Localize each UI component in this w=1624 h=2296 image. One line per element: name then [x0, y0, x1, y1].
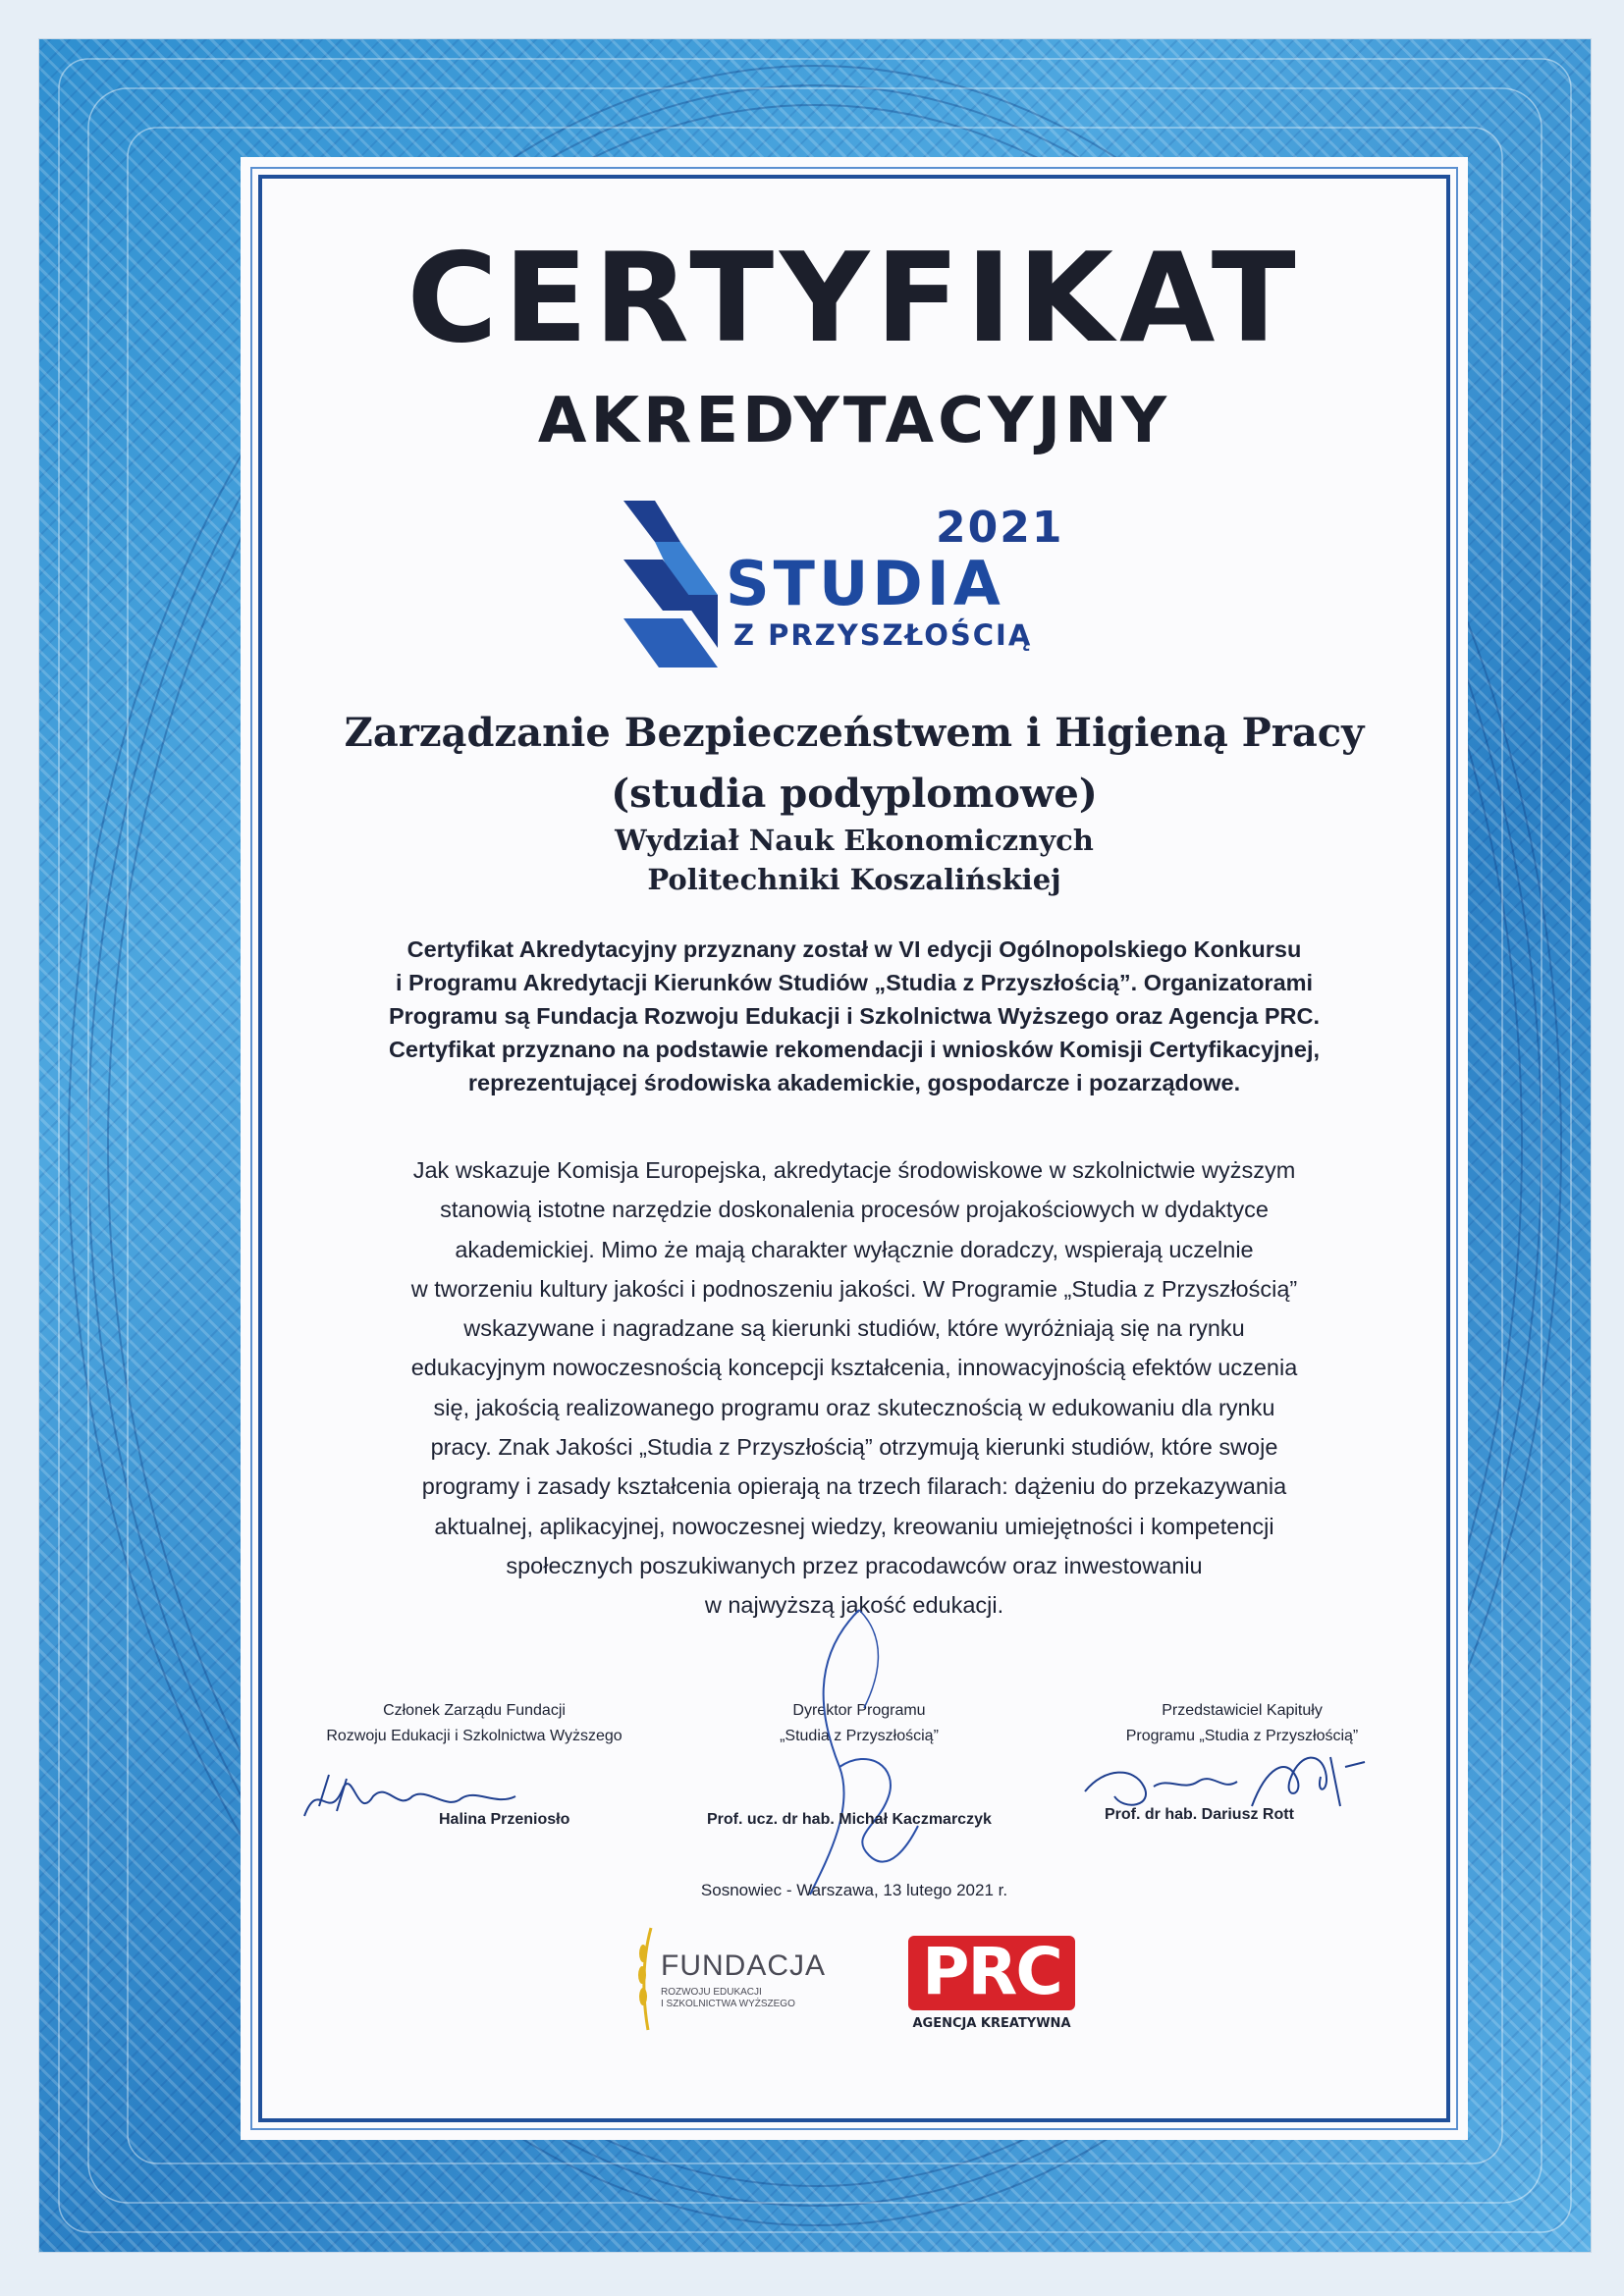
paragraph-line: w najwyższą jakość edukacji.	[704, 1592, 1004, 1619]
signatory-3-title	[1056, 1698, 1429, 1749]
certificate-subtitle: AKREDYTACYJNY	[537, 385, 1171, 457]
paragraph-line: i Programu Akredytacji Kierunków Studiów „Studia z Przyszłością”. Organizatorami	[395, 970, 1314, 995]
paragraph-line: programy i zasady kształcenia opierają na trzech filarach: dążeniu do przekazywania	[421, 1473, 1287, 1500]
description-paragraph	[290, 1150, 1419, 1626]
fundacja-logo	[633, 1924, 830, 2032]
certificate-paper	[241, 157, 1468, 2140]
paragraph-line: reprezentującej środowiska akademickie, gospodarcze i pozarządowe.	[467, 1070, 1241, 1095]
signatory-2-name: Prof. ucz. dr hab. Michał Kaczmarczyk	[707, 1811, 992, 1828]
signatory-title-line: Członek Zarządu Fundacji	[383, 1702, 566, 1719]
logo-subname: Z PRZYSZŁOŚCIĄ	[733, 618, 1033, 652]
place-and-date: Sosnowiec - Warszawa, 13 lutego 2021 r.	[700, 1881, 1008, 1899]
paragraph-line: Certyfikat przyznano na podstawie rekomendacji i wniosków Komisji Certyfikacyjnej,	[388, 1037, 1321, 1062]
paragraph-line: akademickiej. Mimo że mają charakter wyłącznie doradczy, wspierają uczelnie	[455, 1236, 1254, 1262]
fundacja-sub-line: I SZKOLNICTWA WYŻSZEGO	[661, 1999, 795, 2009]
paragraph-line: w tworzeniu kultury jakości i podnoszeniu jakości. W Programie „Studia z Przyszłością”	[410, 1275, 1298, 1302]
paragraph-line: wskazywane i nagradzane są kierunki studiów, które wyróżniają się na rynku	[463, 1315, 1245, 1342]
signatory-title-line: Programu „Studia z Przyszłością”	[1125, 1728, 1359, 1744]
studia-z-przyszloscia-logo	[623, 501, 1095, 667]
fundacja-subtitle	[661, 1987, 795, 2010]
faculty-line-1: Wydział Nauk Ekonomicznych	[615, 824, 1094, 857]
faculty-name	[241, 821, 1468, 899]
fundacja-name: FUNDACJA	[661, 1949, 827, 1982]
signatory-title-line: Dyrektor Programu	[792, 1702, 926, 1719]
signatory-3-name: Prof. dr hab. Dariusz Rott	[1105, 1806, 1294, 1823]
signatory-title-line: Rozwoju Edukacji i Szkolnictwa Wyższego	[326, 1728, 623, 1744]
signatory-title-line: Przedstawiciel Kapituły	[1162, 1702, 1323, 1719]
signature-2-scribble	[751, 1600, 967, 1924]
paragraph-line: Certyfikat Akredytacyjny przyznany został w VI edycji Ogólnopolskiego Konkursu	[406, 936, 1302, 962]
signatory-1-title	[288, 1698, 661, 1749]
paragraph-line: stanowią istotne narzędzie doskonalenia procesów projakościowych w dydaktyce	[440, 1197, 1269, 1223]
course-line-1: Zarządzanie Bezpieczeństwem i Higieną Pracy	[344, 710, 1365, 756]
paragraph-line: edukacyjnym nowoczesnością koncepcji kształcenia, innowacyjnością efektów uczenia	[410, 1355, 1298, 1381]
paragraph-line: społecznych poszukiwanych przez pracodawców oraz inwestowaniu	[506, 1552, 1203, 1578]
logo-year: 2021	[936, 503, 1064, 553]
decorative-guilloche-border	[39, 39, 1591, 2252]
paragraph-line: Programu są Fundacja Rozwoju Edukacji i Szkolnictwa Wyższego oraz Agencja PRC.	[388, 1003, 1321, 1029]
certificate-title: CERTYFIKAT	[406, 226, 1302, 370]
logo-name: STUDIA	[726, 548, 1004, 619]
faculty-line-2: Politechniki Koszalińskiej	[647, 863, 1061, 896]
paragraph-line: Jak wskazuje Komisja Europejska, akredytacje środowiskowe w szkolnictwie wyższym	[412, 1157, 1296, 1183]
paragraph-line: się, jakością realizowanego programu oraz skutecznością w edukowaniu dla rynku	[433, 1394, 1275, 1420]
signatory-title-line: „Studia z Przyszłością”	[780, 1728, 939, 1744]
prc-name: PRC	[922, 1934, 1061, 2009]
course-name	[241, 703, 1468, 825]
accreditation-paragraph	[290, 933, 1419, 1099]
fundacja-sub-line: ROZWOJU EDUKACJI	[661, 1987, 762, 1998]
wheat-ear-icon	[633, 1924, 663, 2032]
course-line-2: (studia podyplomowe)	[611, 771, 1098, 817]
prc-subtitle: AGENCJA KREATYWNA	[912, 2016, 1071, 2031]
signatory-1-name: Halina Przeniosło	[439, 1811, 570, 1828]
prc-logo	[908, 1936, 1075, 2040]
paragraph-line: aktualnej, aplikacyjnej, nowoczesnej wiedzy, kreowaniu umiejętności i kompetencji	[434, 1513, 1274, 1539]
studia-z-przyszloscia-mark-icon	[623, 501, 722, 667]
paragraph-line: pracy. Znak Jakości „Studia z Przyszłością” otrzymują kierunki studiów, które swoje	[430, 1434, 1278, 1461]
